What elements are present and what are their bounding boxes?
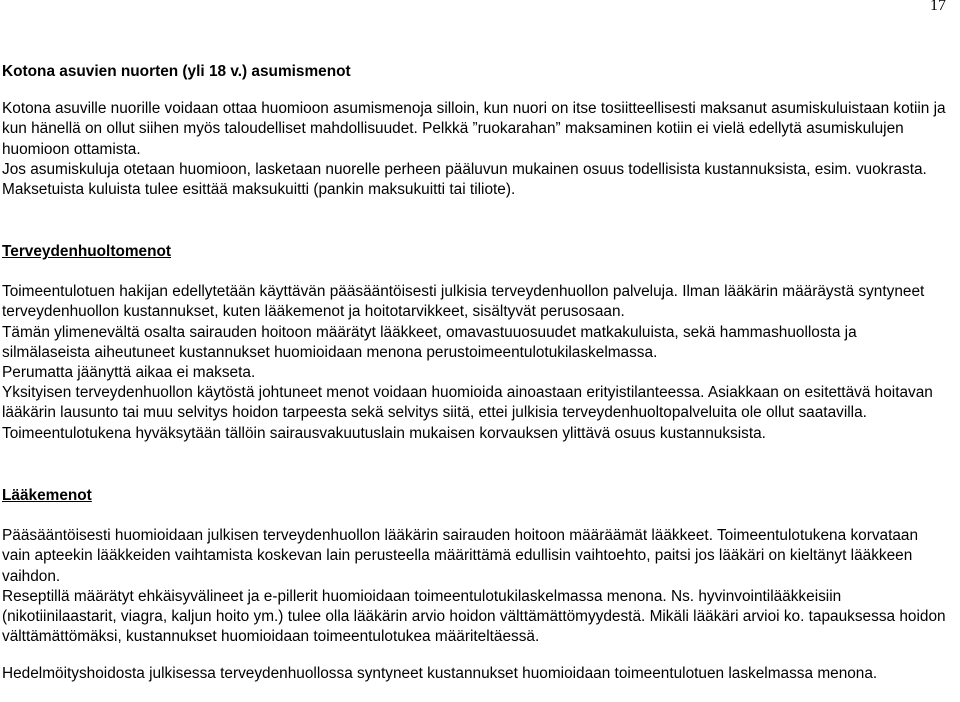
paragraph: Perumatta jäänyttä aikaa ei makseta. [2, 364, 256, 382]
section-body [2, 99, 946, 200]
paragraph: Hedelmöityshoidosta julkisessa terveydenhuollossa syntyneet kustannukset huomioidaan toimeentulotuen laskelmassa menona. [2, 665, 878, 682]
paragraph: Toimeentulotuen hakijan edellytetään käyttävän pääsääntöisesti julkisia terveydenhuollon palveluja. Ilman lääkärin määräystä syntyneet terveydenhuollon kustannukset, kuten lääkemenot ja hoitotarvikkeet, sisältyvät perusosaan. [2, 283, 925, 321]
section-youth-housing-costs [2, 62, 946, 200]
paragraph: Yksityisen terveydenhuollon käytöstä johtuneet menot voidaan huomioida ainoastaan erityistilanteessa. Asiakkaan on esitettävä hoitavan lääkärin lausunto tai muu selvitys hoidon tarpeesta sekä selvitys siitä, ettei julkisia terveydenhuoltopalveluita ole ollut saatavilla. Toimeentulotukena hyväksytään tällöin sairausvakuutuslain mukaisen korvauksen ylittävä osuus kustannuksista. [2, 384, 933, 442]
section-body [2, 526, 946, 647]
section-heading: Kotona asuvien nuorten (yli 18 v.) asumismenot [2, 63, 351, 80]
section-heading: Lääkemenot [2, 487, 92, 504]
paragraph: Kotona asuville nuorille voidaan ottaa huomioon asumismenoja silloin, kun nuori on itse tosiitteellisesti maksanut asumiskuluistaan kotiin ja kun hänellä on ollut siihen myös taloudelliset mahdollisuudet. Pelkkä ”ruokarahan” maksaminen kotiin ei vielä edellytä asumiskulujen huomioon ottamista. [2, 100, 946, 158]
paragraph: Reseptillä määrätyt ehkäisyvälineet ja e-pillerit huomioidaan toimeentulotukilaskelmassa menona. Ns. hyvinvointilääkkeisiin (nikotiinilaastarit, viagra, kaljun hoito ym.) tulee olla lääkärin arvio hoidon välttämättömyydestä. Mikäli lääkäri arvioi ko. tapauksessa hoidon välttämättömäksi, kustannukset huomioidaan toimeentulotukea määriteltäessä. [2, 587, 946, 646]
paragraph: Tämän ylimenevältä osalta sairauden hoitoon määrätyt lääkkeet, omavastuuosuudet matkakuluista, sekä hammashuollosta ja silmälaseista aiheutuneet kustannukset huomioidaan menona perustoimeentulotukilaskelmassa. [2, 323, 857, 361]
paragraph: Pääsääntöisesti huomioidaan julkisen terveydenhuollon lääkärin sairauden hoitoon määräämät lääkkeet. Toimeentulotukena korvataan vain apteekin lääkkeiden vaihtamista koskevan lain perusteella määrittämä edullisin vaihtoehto, paitsi jos lääkäri on kieltänyt lääkkeen vaihdon. [2, 527, 919, 585]
section-healthcare-costs [2, 242, 946, 444]
paragraph: Jos asumiskuluja otetaan huomioon, lasketaan nuorelle perheen pääluvun mukainen osuus todellisista kustannuksista, esim. vuokrasta. Maksetuista kuluista tulee esittää maksukuitti (pankin maksukuitti tai tiliote). [2, 160, 927, 199]
section-medicine-costs [2, 486, 946, 647]
page-number: 17 [930, 0, 946, 14]
section-body [2, 282, 946, 444]
section-heading: Terveydenhuoltomenot [2, 243, 172, 260]
section-fertility-treatment [2, 664, 946, 684]
